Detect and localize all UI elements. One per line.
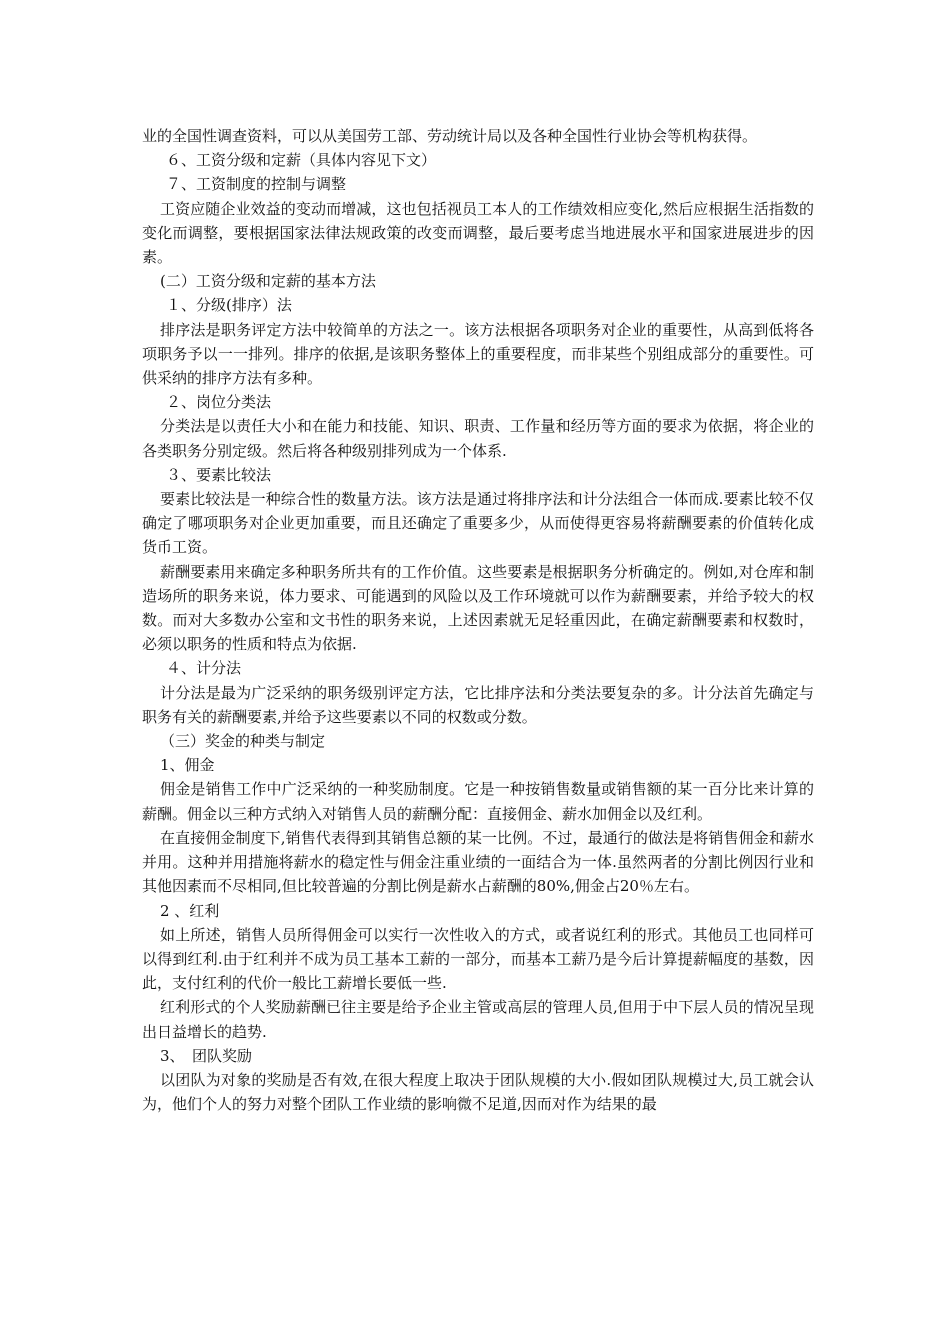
- paragraph: 分类法是以责任大小和在能力和技能、知识、职责、工作量和经历等方面的要求为依据，将企业的各类职务分别定级。然后将各种级别排列成为一个体系.: [142, 417, 814, 460]
- numbered-heading: ２、岗位分类法: [166, 393, 272, 412]
- paragraph: 薪酬要素用来确定多种职务所共有的工作价值。这些要素是根据职务分析确定的。例如,对仓库和制造场所的职务来说，体力要求、可能遇到的风险以及工作环境就可以作为薪酬要素，并给予较大的权数。而对大多数办公室和文书性的职务来说，上述因素就无足轻重因此，在确定薪酬要素和权数时，必须以职务的性质和特点为依据.: [142, 562, 814, 654]
- paragraph: 工资应随企业效益的变动而增减，这也包括视员工本人的工作绩效相应变化,然后应根据生活指数的变化而调整，要根据国家法律法规政策的改变而调整，最后要考虑当地进展水平和国家进展进步的因素。: [142, 199, 814, 267]
- section-heading: (二）工资分级和定薪的基本方法: [160, 272, 376, 291]
- numbered-heading: ４、计分法: [166, 659, 242, 678]
- numbered-heading: １、分级(排序）法: [166, 296, 292, 315]
- document-body: [142, 124, 814, 1116]
- paragraph: 如上所述，销售人员所得佣金可以实行一次性收入的方式，或者说红利的形式。其他员工也同样可以得到红利.由于红利并不成为员工基本工薪的一部分，而基本工薪乃是今后计算提薪幅度的基数，因此，支付红利的代价一般比工薪增长要低一些.: [142, 925, 814, 993]
- numbered-heading: ７、工资制度的控制与调整: [166, 175, 347, 194]
- section-heading: 2 、红利: [160, 901, 220, 920]
- paragraph: 排序法是职务评定方法中较简单的方法之一。该方法根据各项职务对企业的重要性，从高到低将各项职务予以一一排列。排序的依据,是该职务整体上的重要程度，而非某些个别组成部分的重要性。可供采纳的排序方法有多种。: [142, 320, 814, 388]
- section-heading: 3、 团队奖励: [160, 1046, 253, 1065]
- paragraph: 红利形式的个人奖励薪酬已往主要是给予企业主管或高层的管理人员,但用于中下层人员的情况呈现出日益增长的趋势.: [142, 998, 814, 1041]
- paragraph: 在直接佣金制度下,销售代表得到其销售总额的某一比例。不过，最通行的做法是将销售佣金和薪水并用。这种并用措施将薪水的稳定性与佣金注重业绩的一面结合为一体.虽然两者的分割比例因行业和其他因素而不尽相同,但比较普遍的分割比例是薪水占薪酬的80%,佣金占20％左右。: [142, 828, 814, 896]
- paragraph: 佣金是销售工作中广泛采纳的一种奖励制度。它是一种按销售数量或销售额的某一百分比来计算的薪酬。佣金以三种方式纳入对销售人员的薪酬分配：直接佣金、薪水加佣金以及红利。: [142, 780, 814, 823]
- numbered-heading: ６、工资分级和定薪（具体内容见下文）: [166, 151, 437, 170]
- paragraph: 计分法是最为广泛采纳的职务级别评定方法，它比排序法和分类法要复杂的多。计分法首先确定与职务有关的薪酬要素,并给予这些要素以不同的权数或分数。: [142, 683, 814, 726]
- numbered-heading: ３、要素比较法: [166, 465, 272, 484]
- paragraph: 业的全国性调查资料，可以从美国劳工部、劳动统计局以及各种全国性行业协会等机构获得。: [142, 127, 758, 145]
- paragraph: 以团队为对象的奖励是否有效,在很大程度上取决于团队规模的大小.假如团队规模过大,员工就会认为，他们个人的努力对整个团队工作业绩的影响微不足道,因而对作为结果的最: [142, 1070, 814, 1114]
- section-heading: （三）奖金的种类与制定: [160, 732, 326, 751]
- section-heading: 1、佣金: [160, 756, 215, 775]
- paragraph: 要素比较法是一种综合性的数量方法。该方法是通过将排序法和计分法组合一体而成.要素比较不仅确定了哪项职务对企业更加重要，而且还确定了重要多少，从而使得更容易将薪酬要素的价值转化成货币工资。: [142, 490, 814, 557]
